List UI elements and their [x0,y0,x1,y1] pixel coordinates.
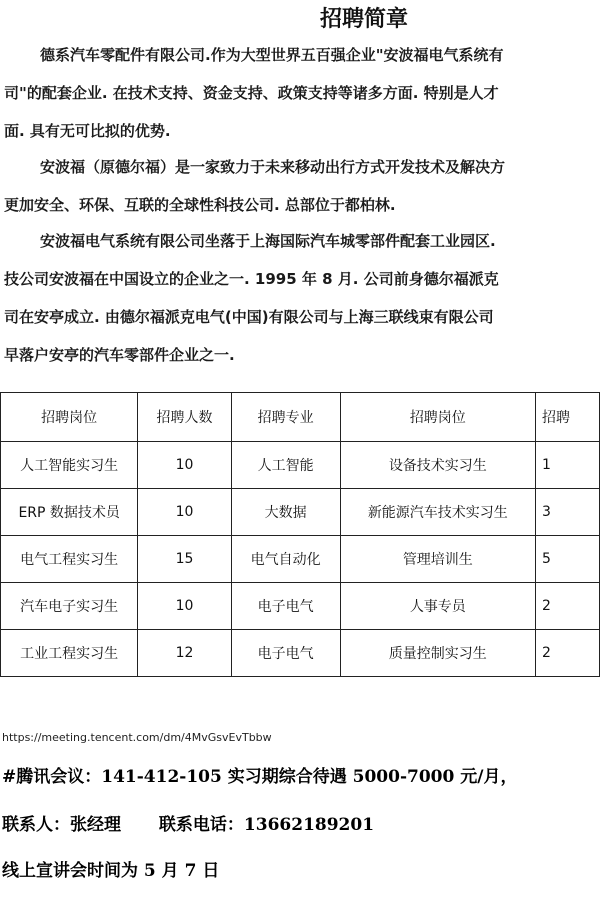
table-cell: 电子电气 [231,630,340,677]
column-header: 招聘岗位 [340,393,535,442]
column-header: 招聘岗位 [1,393,138,442]
table-cell: 1 [535,442,599,489]
table-header-row [1,393,600,442]
table-cell: 15 [138,536,231,583]
table-cell: 10 [138,442,231,489]
page-title: 招聘简章 [319,6,408,32]
table-cell: 3 [535,489,599,536]
paragraph-line: 技公司安波福在中国设立的企业之一. 1995 年 8 月. 公司前身德尔福派克 [4,270,499,288]
positions-table [0,392,600,677]
table-cell: 12 [138,630,231,677]
table-row [1,630,600,677]
table-cell: 10 [138,489,231,536]
paragraph-line: 面. 具有无可比拟的优势. [4,122,171,140]
contact-phone: 联系电话：13662189201 [158,815,375,835]
session-time: 线上宣讲会时间为 5 月 7 日 [2,861,220,881]
intro-paragraph-1 [4,36,600,150]
table-row [1,442,600,489]
paragraph-line: 安波福电气系统有限公司坐落于上海国际汽车城零部件配套工业园区. [40,232,496,250]
column-header: 招聘 [535,393,599,442]
column-header: 招聘人数 [138,393,231,442]
intro-paragraph-2 [4,148,600,224]
table-cell: 新能源汽车技术实习生 [340,489,535,536]
table-cell: 人工智能实习生 [1,442,138,489]
paragraph-line: 更加安全、环保、互联的全球性科技公司. 总部位于都柏林. [4,196,396,214]
table-cell: 管理培训生 [340,536,535,583]
meeting-info: #腾讯会议：141-412-105 实习期综合待遇 5000-7000 元/月， [2,767,518,787]
table-cell: 汽车电子实习生 [1,583,138,630]
table-row [1,583,600,630]
table-row [1,536,600,583]
table-cell: 10 [138,583,231,630]
paragraph-line: 司"的配套企业. 在技术支持、资金支持、政策支持等诸多方面. 特别是人才 [4,84,499,102]
positions-table-wrapper [0,392,600,677]
table-cell: 大数据 [231,489,340,536]
table-cell: 设备技术实习生 [340,442,535,489]
column-header: 招聘专业 [231,393,340,442]
table-cell: ERP 数据技术员 [1,489,138,536]
table-row [1,489,600,536]
table-cell: 电子电气 [231,583,340,630]
table-cell: 5 [535,536,599,583]
meeting-link[interactable]: https://meeting.tencent.com/dm/4MvGsvEvTbbw [2,731,272,744]
table-cell: 质量控制实习生 [340,630,535,677]
paragraph-line: 德系汽车零配件有限公司.作为大型世界五百强企业"安波福电气系统有 [40,46,504,64]
table-cell: 2 [535,583,599,630]
table-cell: 人工智能 [231,442,340,489]
table-cell: 工业工程实习生 [1,630,138,677]
paragraph-line: 司在安亭成立. 由德尔福派克电气(中国)有限公司与上海三联线束有限公司 [4,308,494,326]
paragraph-line: 早落户安亭的汽车零部件企业之一. [4,346,235,364]
paragraph-line: 安波福（原德尔福）是一家致力于未来移动出行方式开发技术及解决方 [40,158,506,176]
table-cell: 电气工程实习生 [1,536,138,583]
intro-paragraph-3 [4,222,600,374]
table-cell: 2 [535,630,599,677]
table-cell: 人事专员 [340,583,535,630]
table-cell: 电气自动化 [231,536,340,583]
contact-person: 联系人：张经理 [2,815,121,835]
contact-info [2,810,374,835]
